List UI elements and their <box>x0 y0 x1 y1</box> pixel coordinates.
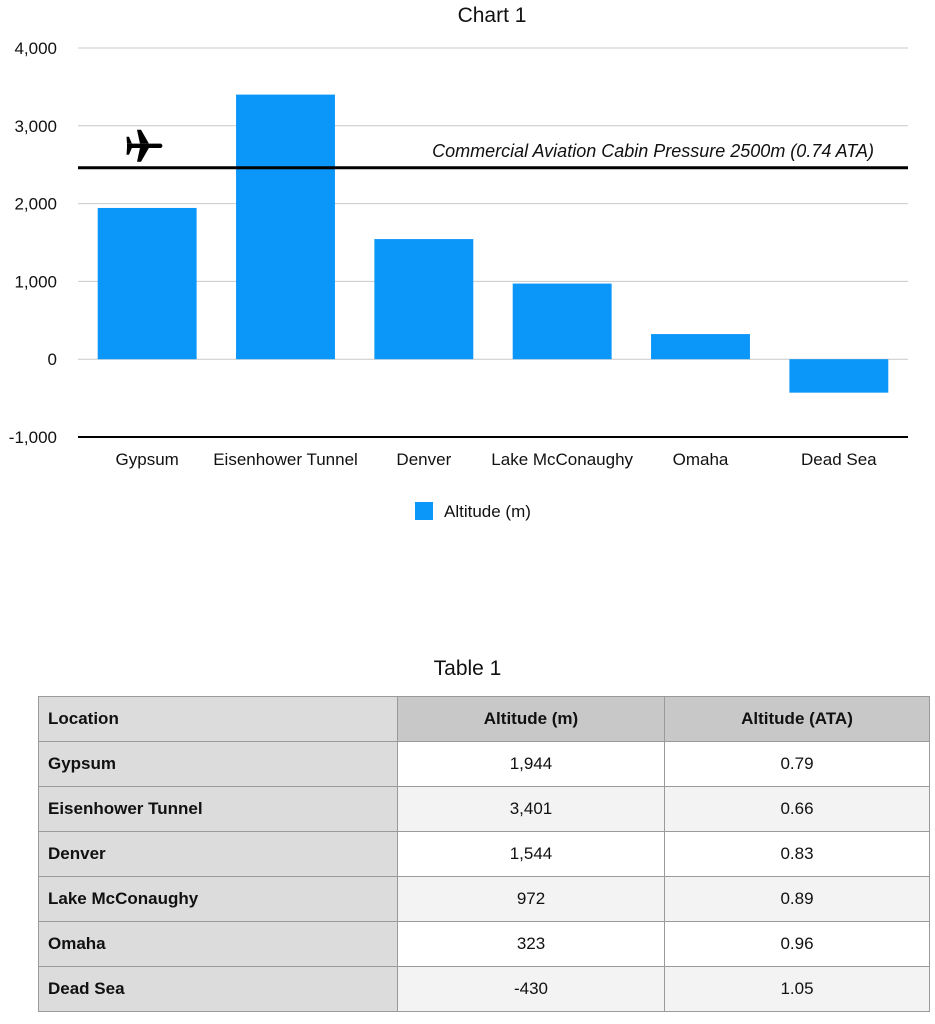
table-header-cell: Altitude (m) <box>398 697 665 742</box>
bar <box>98 208 197 359</box>
y-tick-label: 4,000 <box>14 39 57 58</box>
bar <box>651 334 750 359</box>
bar <box>236 95 335 360</box>
y-tick-label: 1,000 <box>14 272 57 292</box>
table-header-row <box>39 697 930 742</box>
x-tick-label: Lake McConaughy <box>491 450 634 469</box>
table-row <box>39 877 930 922</box>
value-cell: 0.83 <box>665 832 930 877</box>
table-header-cell: Location <box>39 697 398 742</box>
x-tick-label: Gypsum <box>115 450 179 469</box>
value-cell: 0.96 <box>665 922 930 967</box>
location-cell: Gypsum <box>39 742 398 787</box>
value-cell: 1.05 <box>665 967 930 1012</box>
y-tick-label: -1,000 <box>8 428 57 447</box>
airplane-icon <box>127 130 163 162</box>
location-cell: Denver <box>39 832 398 877</box>
x-tick-label: Eisenhower Tunnel <box>213 450 358 469</box>
legend-swatch <box>415 502 433 520</box>
legend <box>415 502 531 521</box>
table-row <box>39 742 930 787</box>
value-cell: 972 <box>398 877 665 922</box>
bar <box>374 239 473 359</box>
table-row <box>39 922 930 967</box>
table-row <box>39 832 930 877</box>
y-tick-label: 0 <box>47 350 57 370</box>
value-cell: 1,944 <box>398 742 665 787</box>
table-row <box>39 787 930 832</box>
x-tick-label: Omaha <box>672 450 729 469</box>
bar <box>513 284 612 360</box>
table-title: Table 1 <box>433 657 502 680</box>
value-cell: 3,401 <box>398 787 665 832</box>
value-cell: -430 <box>398 967 665 1012</box>
x-tick-label: Dead Sea <box>801 450 877 469</box>
table-row <box>39 967 930 1012</box>
bar <box>789 359 888 392</box>
location-cell: Omaha <box>39 922 398 967</box>
y-tick-label: 2,000 <box>14 194 57 214</box>
y-tick-label: 3,000 <box>14 116 57 136</box>
value-cell: 1,544 <box>398 832 665 877</box>
value-cell: 0.79 <box>665 742 930 787</box>
chart-title: Chart 1 <box>457 4 527 27</box>
table-header-cell: Altitude (ATA) <box>665 697 930 742</box>
value-cell: 0.66 <box>665 787 930 832</box>
value-cell: 0.89 <box>665 877 930 922</box>
data-table <box>38 696 930 1012</box>
value-cell: 323 <box>398 922 665 967</box>
reference-line-label: Commercial Aviation Cabin Pressure 2500m (0.74 ATA) <box>432 140 874 161</box>
location-cell: Eisenhower Tunnel <box>39 787 398 832</box>
x-tick-label: Denver <box>396 450 452 469</box>
legend-label: Altitude (m) <box>444 502 531 521</box>
location-cell: Dead Sea <box>39 967 398 1012</box>
location-cell: Lake McConaughy <box>39 877 398 922</box>
